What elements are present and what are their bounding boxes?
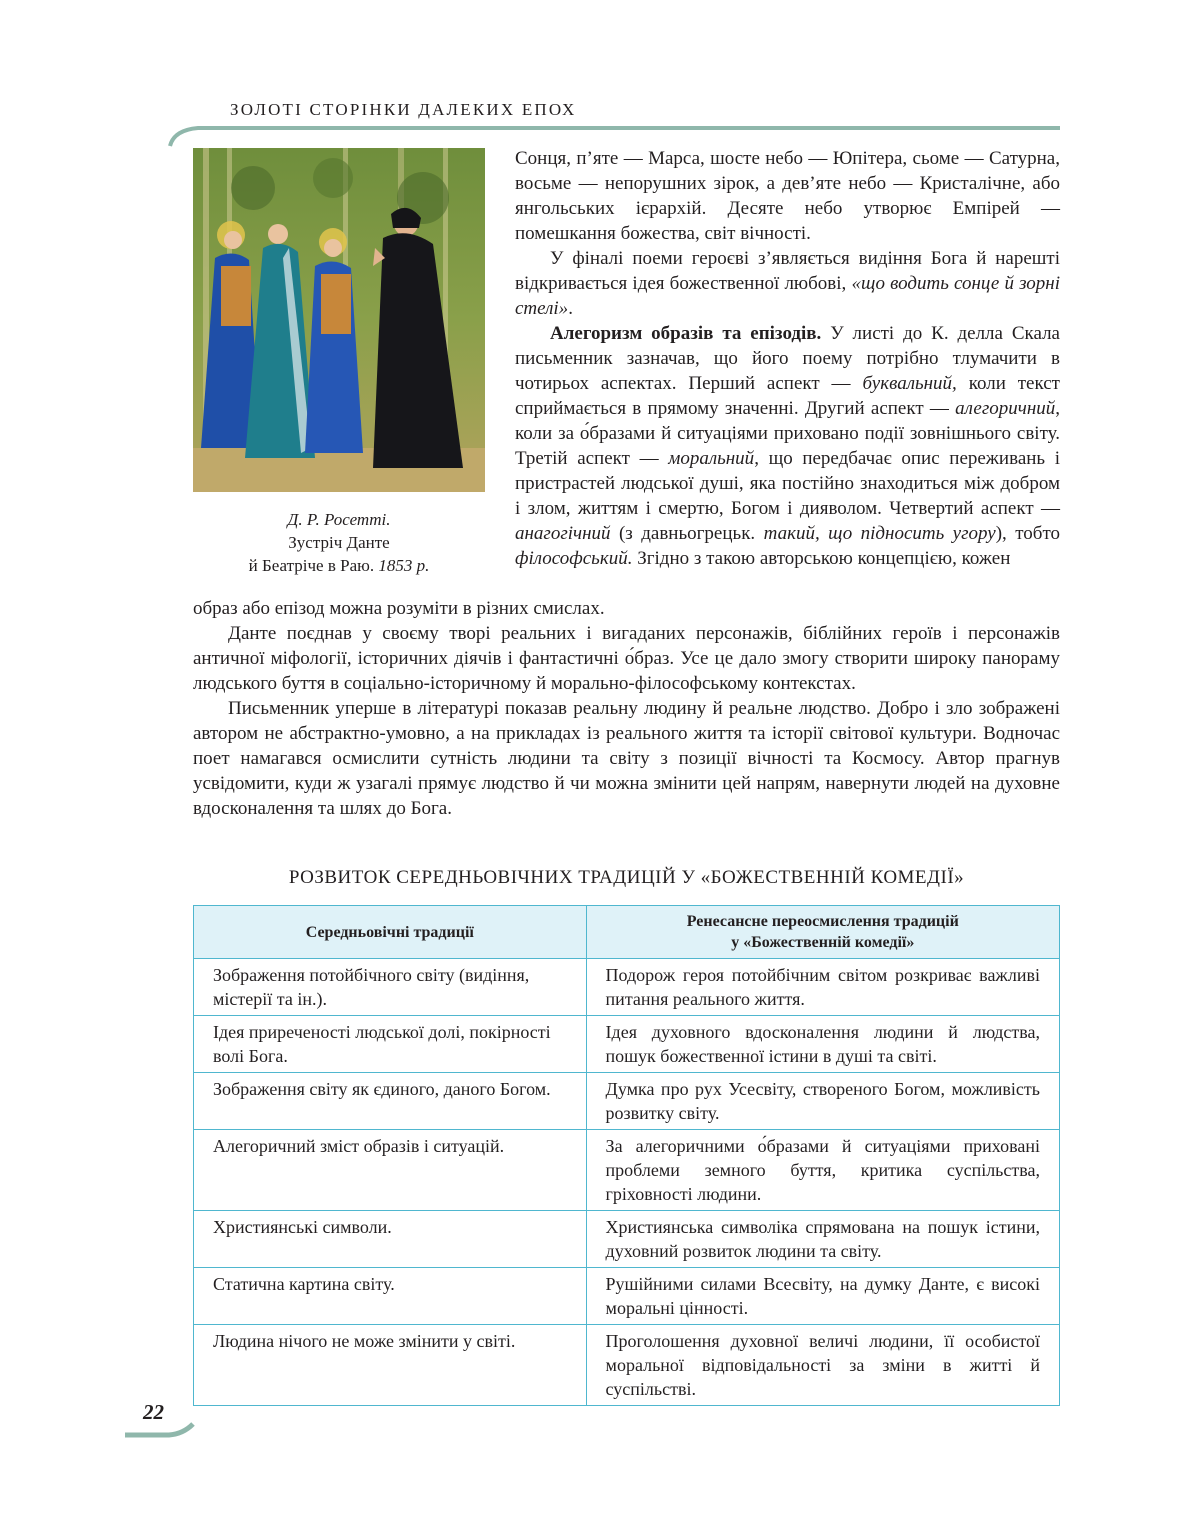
cell-medieval: Людина нічого не може змінити у світі.: [194, 1325, 587, 1406]
term-philosophical: філософський.: [515, 548, 633, 569]
cell-medieval: Ідея приреченості людської долі, покірності волі Бога.: [194, 1016, 587, 1073]
paragraph-finale: [515, 246, 1060, 321]
figure-caption: [193, 508, 485, 577]
table-title: РОЗВИТОК СЕРЕДНЬОВІЧНИХ ТРАДИЦІЙ У «БОЖЕСТВЕННІЙ КОМЕДІЇ»: [288, 867, 965, 888]
allegory-text-b: коли текст сприймається в прямому значенні. Другий аспект —: [515, 373, 1060, 419]
term-anagogical: анагогічний: [515, 523, 611, 544]
cell-renaissance: Рушійними силами Всесвіту, на думку Данте, є високі моральні цінності.: [586, 1268, 1059, 1325]
table-row: [194, 1268, 1060, 1325]
paragraph-allegory: [515, 321, 1060, 571]
paragraph-characters: Данте поєднав у своєму творі реальних і вигаданих персонажів, біблійних героїв і персонажів античної міфології, історичних діячів і фантастичні о́браз. Усе це дало змогу створити широку панораму людського буття в соціально-історичному й морально-філософському контекстах.: [193, 623, 1060, 694]
cell-medieval: Зображення світу як єдиного, даного Богом.: [194, 1073, 587, 1130]
traditions-table: [193, 905, 1060, 1406]
paragraph-allegory-continued: образ або епізод можна розуміти в різних смислах.: [193, 598, 605, 619]
table-row: [194, 1130, 1060, 1211]
running-header: ЗОЛОТІ СТОРІНКИ ДАЛЕКИХ ЕПОХ: [230, 100, 577, 119]
header-col2-line1: Ренесансне переосмислення традицій: [686, 913, 959, 930]
caption-title-line2: й Беатріче в Раю.: [248, 556, 375, 575]
cell-medieval: Алегоричний зміст образів і ситуацій.: [194, 1130, 587, 1211]
table-header-row: [194, 906, 1060, 959]
allegory-text-a: У листі до К. делла Скала письменник зазначав, що його поему потрібно тлумачити в чотирьох аспектах. Перший аспект —: [515, 323, 1060, 394]
allegory-text-d: , що передбачає опис переживань і пристрастей людської душі, яка постійно знаходиться між добром і злом, життям і смертю, Богом і дияволом. Четвертий аспект —: [515, 448, 1060, 519]
footer-decoration: [125, 1422, 195, 1444]
caption-title-line1: Зустріч Данте: [288, 533, 390, 552]
cell-medieval: Християнські символи.: [194, 1211, 587, 1268]
cell-renaissance: Ідея духовного вдосконалення людини й людства, пошук божественної істини в душі та світі.: [586, 1016, 1059, 1073]
cell-medieval: Зображення потойбічного світу (видіння, містерії та ін.).: [194, 959, 587, 1016]
header-rule-decoration: [168, 118, 1060, 148]
cell-renaissance: За алегоричними о́бразами й ситуаціями приховані проблеми земного буття, критика суспільства, гріховності людини.: [586, 1130, 1059, 1211]
header-col2-line2: у «Божественній комедії»: [731, 934, 915, 951]
allegory-heading: Алегоризм образів та епізодів.: [550, 323, 822, 344]
header-medieval-traditions: Середньовічні традиції: [194, 906, 587, 959]
cell-renaissance: Християнська символіка спрямована на пошук істини, духовний розвиток людини та світу.: [586, 1211, 1059, 1268]
table-row: [194, 1325, 1060, 1406]
table-row: [194, 1211, 1060, 1268]
cell-renaissance: Подорож героя потойбічним світом розкриває важливі питання реального життя.: [586, 959, 1059, 1016]
finale-text: У фіналі поеми героєві з’являється видіння Бога й нарешті відкривається ідея божественної любові,: [515, 248, 1060, 294]
full-width-text: [193, 596, 1060, 821]
term-allegorical: алегоричний: [955, 398, 1056, 419]
right-column-text: [515, 146, 1060, 571]
finale-end: .: [568, 298, 573, 319]
finale-quote: «що водить сонце й зорні стелі»: [515, 273, 1060, 319]
allegory-text-f: ), тобто: [995, 523, 1060, 544]
header-renaissance-rethinking: [586, 906, 1059, 959]
allegory-text-g: Згідно з такою авторською концепцією, кожен: [632, 548, 1011, 569]
paragraph-humanity: Письменник уперше в літературі показав реальну людину й реальне людство. Добро і зло зображені автором не абстрактно-умовно, а на прикладах із реального життя та історії світової культури. Водночас поет намагався осмислити сутність людини та світу з позиції вічності та Космосу. Автор прагнув усвідомити, куди ж узагалі прямує людство й чи можна змінити цей напрям, навернути людей на духовне вдосконалення та шлях до Бога.: [193, 698, 1060, 819]
term-literal: буквальний,: [862, 373, 957, 394]
caption-year: 1853 р.: [378, 556, 430, 575]
paragraph-heavens: Сонця, п’яте — Марса, шосте небо — Юпітера, сьоме — Сатурна, восьме — непорушних зірок, а дев’яте небо — Кристалічне, або янгольських ієрархій. Десяте небо утворює Емпірей — помешкання божества, світ вічності.: [515, 148, 1060, 244]
cell-renaissance: Думка про рух Усесвіту, створеного Богом, можливість розвитку світу.: [586, 1073, 1059, 1130]
allegory-text-c: , коли за о́бразами й ситуаціями приховано події зовнішнього світу. Третій аспект —: [515, 398, 1060, 469]
allegory-text-e: (з давньогрецьк.: [610, 523, 764, 544]
table-row: [194, 959, 1060, 1016]
cell-medieval: Статична картина світу.: [194, 1268, 587, 1325]
painting-illustration: [193, 148, 485, 492]
page-number: 22: [143, 1400, 164, 1424]
table-row: [194, 1016, 1060, 1073]
table-row: [194, 1073, 1060, 1130]
cell-renaissance: Проголошення духовної величі людини, її особистої моральної відповідальності за зміни в житті й суспільстві.: [586, 1325, 1059, 1406]
term-translation: такий, що підносить угору: [763, 523, 996, 544]
term-moral: моральний: [668, 448, 755, 469]
caption-author: Д. Р. Росетті.: [287, 510, 391, 529]
